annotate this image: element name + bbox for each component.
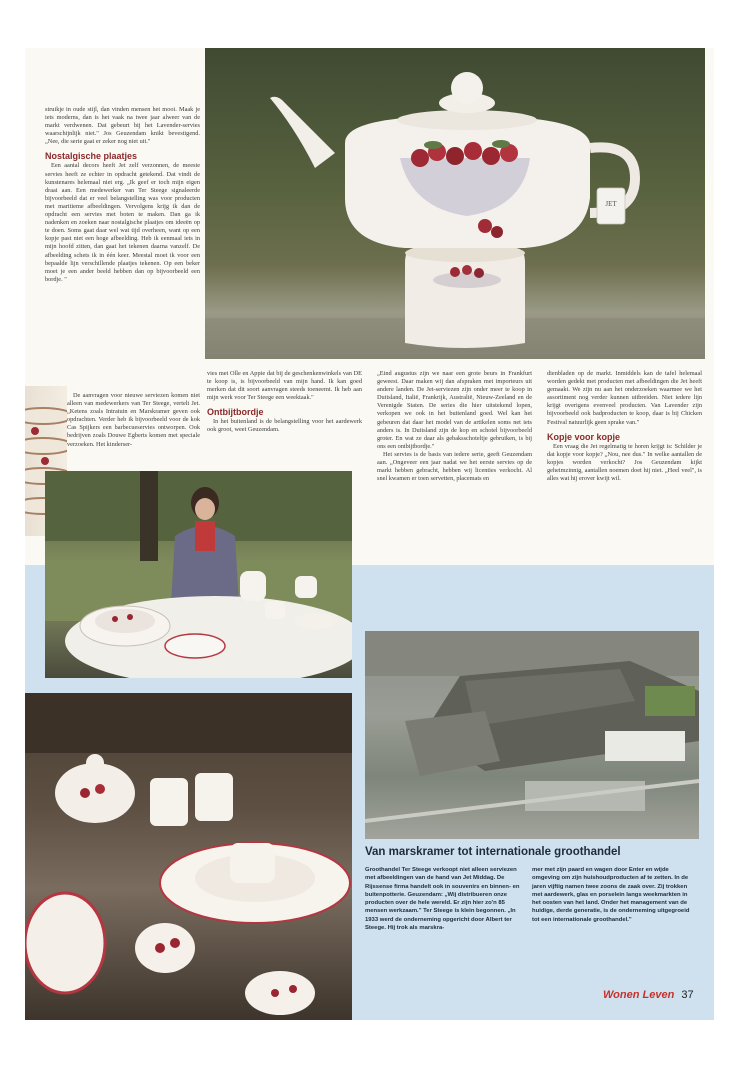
paragraph: Een aantal decors heeft Jet zelf verzonnen, de meeste servies heeft ze echter in opdracht getekend. Dat vindt de kunstenares helemaal niet erg. „Ik geef er toch mijn eigen draai aan. Een medewerker van Ter Steege signaleerde bijvoorbeeld dat er veel belangstelling was voor producten met maritieme afbeeldingen. Vervolgens krijg ik dan de opdracht een servies met boten te maken. Dan ga ik nadenken en zoeken naar nostalgische plaatjes om ideeën op te doen. Soms gaat daar wel wat tijd overheen, want op een kopje past niet een hoge afbeelding. Heb ik eenmaal iets in mijn hoofd zitten, dan gaat het tekenen daarna vanzelf. De afbeelding schets ik in één keer. Meestal moet ik voor een bepaalde lijn verschillende plaatjes tekenen. Op een beker moet je een ander beeld hebben dan op bijvoorbeeld een bordje. "	[45, 162, 200, 283]
tag-text: JET	[605, 200, 617, 208]
tableware-illustration	[25, 693, 352, 1020]
paragraph: In het buitenland is de belangstelling voor het aardewerk ook groot, weet Geuzendam.	[207, 418, 362, 434]
artist-illustration	[45, 471, 352, 678]
subheading-kopje-voor-kopje: Kopje voor kopje	[547, 431, 621, 442]
artist-table-photo	[45, 471, 352, 678]
teapot-illustration	[205, 48, 705, 359]
magazine-brand: Wonen Leven	[603, 989, 675, 1001]
article-column-3	[377, 370, 532, 483]
article-column-1	[45, 106, 200, 284]
paragraph: Het servies is de basis van iedere serie, geeft Geuzendam aan. „Ongeveer een jaar nadat we het eerste servies op de markt hebben gebracht, hebben wij licenties verkocht. Al snel kwamen er toen servetten, placemats en	[377, 450, 532, 483]
subheading-ontbijtbordje: Ontbijtbordje	[207, 407, 264, 418]
paragraph: dienbladen op de markt. Inmiddels kan de tafel helemaal worden gedekt met producten met afbeeldingen die Jet heeft gemaakt. We zijn nu aan het onderzoeken waarmee we het assortiment nog verder kunnen uitbreiden. Niet iedere lijn krijgt overigens evenveel producten. Van Lavender zijn bijvoorbeeld ook badproducten te koop, daar is bij Chicken Festival natuurlijk geen sprake van."	[547, 370, 702, 426]
teapot-photo	[205, 48, 705, 359]
paragraph: „Eind augustus zijn we naar een grote beurs in Frankfurt geweest. Daar maken wij dan afspraken met importeurs uit andere landen. De Jet-serviezen zijn onder meer te koop in Duitsland, Italië, Frankrijk, Australië, Nieuw-Zeeland en de Verenigde Staten. De series die hier uitstekend lopen, verkopen we ook in het buitenland goed. Wel kan het gebeuren dat daar het model van de artikelen soms net iets anders is. In Duitsland zijn de kop en schotel bijvoorbeeld groter. En wat ze daar als gebaksschoteltje gebruiken, is bij ons een ontbijtbordje."	[377, 370, 532, 450]
info-box-title: Van marskramer tot internationale groothandel	[365, 846, 621, 858]
paragraph: Een vraag die Jet regelmatig te horen krijgt is: Schilder je dat kopje voor kopje? „Nou, nee dus." In welke aantallen de kopjes worden verkocht? Jos Geuzendam kijkt geheimzinnig, aantallen noemen doet hij niet. „Heel veel", is alles wat hij erover kwijt wil.	[547, 442, 702, 483]
info-box-column-2: mer met zijn paard en wagen door Enter en wijde omgeving om zijn huishoudproducten af te zetten. In de jaren vijftig namen twee zoons de zaak over. Zij trokken met aardewerk, glas en porselein langs weekmarkten in het oosten van het land. Onder het management van de huidige, derde generatie, is de onderneming uitgegroeid tot een internationale groothandel."	[532, 867, 690, 923]
article-column-2	[207, 370, 362, 435]
page-number: 37	[681, 989, 694, 1001]
paragraph: struikje in oude stijl, dan vinden mensen het mooi. Maak je iets moderns, dan is het vaak na twee jaar alweer van de markt verdwenen. Dat gebeurt bij het Lavender-servies waarschijnlijk niet." Jos Geuzendam knikt bevestigend. „Nee, die serie gaat er zeker nog niet uit."	[45, 106, 200, 146]
aerial-warehouse-photo	[365, 631, 699, 839]
paragraph: vies met Olle en Appie dat bij de geschenkenwinkels van DE te koop is, is bijvoorbeeld van mijn hand. Ik kan goed merken dat dit soort aanvragen steeds toeneemt. Ik heb aan mijn werk voor Ter Steege een weektaak."	[207, 370, 362, 402]
info-box-column-1: Groothandel Ter Steege verkoopt niet alleen serviezen met afbeeldingen van de hand van Jet Middag. De Rijssense firma handelt ook in souvenirs en binnen- en buitenpotterie. Geuzendam: „Wij distribueren onze producten over de hele wereld. Er zijn hier zo'n 85 mensen werkzaam." Ter Steege is klein begonnen. „In 1933 werd de onderneming opgericht door Albert ter Steege. Hij trok als marskra-	[365, 867, 520, 932]
page-footer	[603, 989, 694, 1001]
subheading-nostalgische-plaatjes: Nostalgische plaatjes	[45, 151, 138, 162]
paragraph: De aanvragen voor nieuwe serviezen komen niet alleen van medewerkers van Ter Steege, vertelt Jet. „Ketens zoals Intratuin en Marskramer geven ook opdrachten. Verder heb ik bijvoorbeeld voor de kok Cas Spijkers een barbecueservies ontworpen. Ook bedrijven zoals Douwe Egberts komen met speciale verzoeken. Het kinderser-	[67, 392, 200, 448]
article-column-1-continued	[45, 392, 200, 449]
magazine-page	[25, 48, 714, 1020]
aerial-illustration	[365, 631, 699, 839]
article-column-4	[547, 370, 702, 483]
tableware-set-photo	[25, 693, 352, 1020]
